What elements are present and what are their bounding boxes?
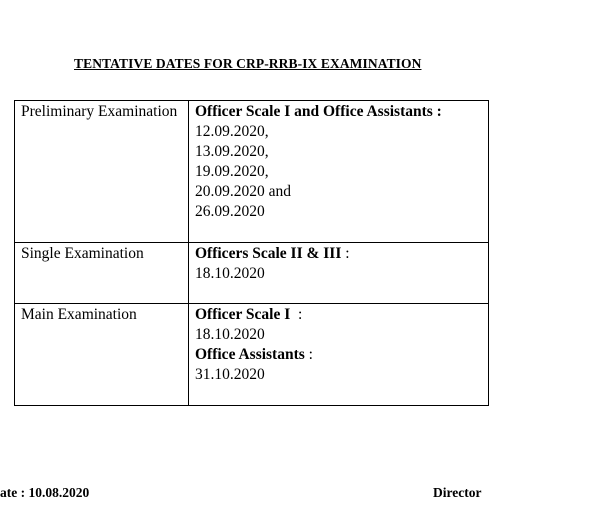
exam-dates-table [14, 100, 489, 406]
group-label-suffix: : [290, 306, 303, 323]
exam-date: 26.09.2020 [195, 203, 265, 220]
exam-date: 19.09.2020, [195, 163, 269, 180]
table-row [15, 304, 489, 406]
exam-dates-cell [189, 304, 489, 406]
exam-dates-cell [189, 243, 489, 304]
group-label: Officer Scale I [195, 306, 291, 323]
issue-date: ate : 10.08.2020 [0, 485, 90, 500]
group-label: Office Assistants [195, 346, 305, 363]
exam-dates-cell [189, 101, 489, 243]
group-label: Officer Scale I and Office Assistants [195, 103, 433, 120]
table-row [15, 243, 489, 304]
exam-date: 18.10.2020 [195, 265, 265, 282]
exam-date: 31.10.2020 [195, 366, 265, 383]
document-title: TENTATIVE DATES FOR CRP-RRB-IX EXAMINATION [74, 56, 422, 71]
exam-name-cell: Main Examination [15, 304, 189, 406]
group-label: Officers Scale II & III [195, 245, 342, 262]
exam-date: 13.09.2020, [195, 143, 269, 160]
signatory: Director [433, 485, 482, 500]
exam-date: 18.10.2020 [195, 326, 265, 343]
exam-date: 12.09.2020, [195, 123, 269, 140]
table-row [15, 101, 489, 243]
exam-name-cell: Preliminary Examination [15, 101, 189, 243]
group-label-suffix: : [432, 103, 442, 120]
group-label-suffix: : [304, 346, 313, 363]
group-label-suffix: : [341, 245, 350, 262]
exam-name-cell: Single Examination [15, 243, 189, 304]
exam-date: 20.09.2020 and [195, 183, 292, 200]
